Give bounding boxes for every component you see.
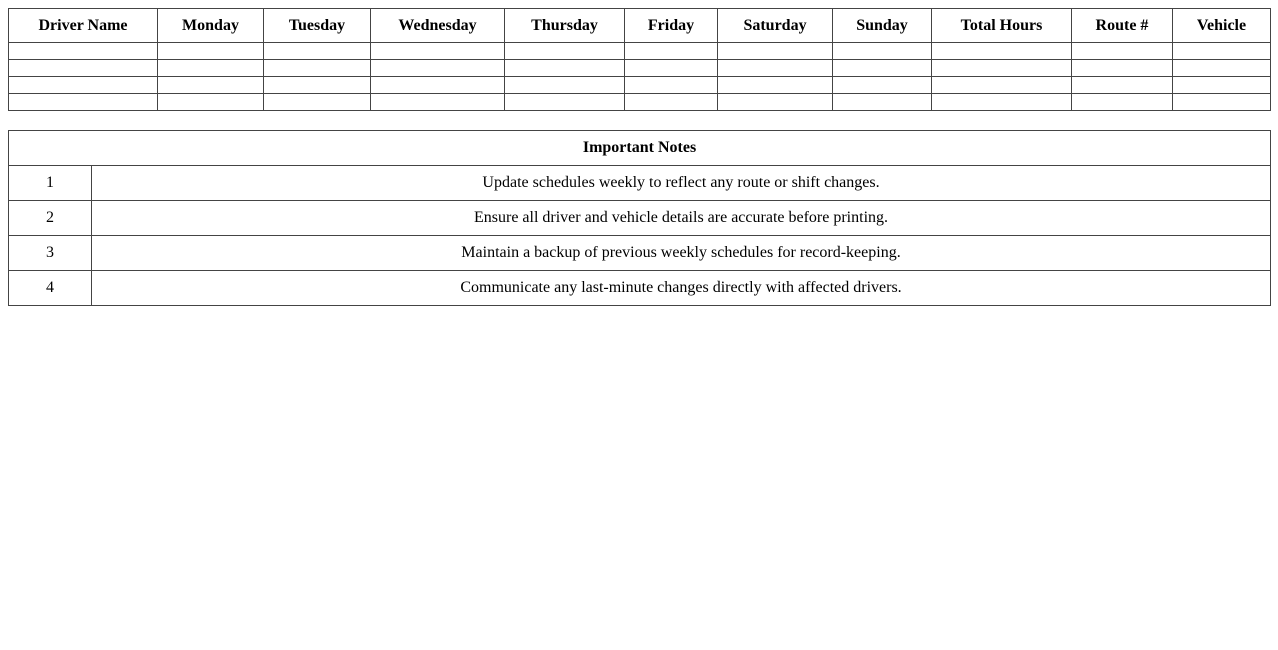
schedule-cell — [833, 43, 932, 60]
schedule-cell — [371, 60, 505, 77]
schedule-cell — [264, 94, 371, 111]
important-notes-table — [8, 130, 1271, 306]
schedule-cell — [833, 77, 932, 94]
schedule-body — [9, 43, 1271, 111]
schedule-cell — [1173, 60, 1271, 77]
schedule-row — [9, 94, 1271, 111]
schedule-cell — [505, 60, 625, 77]
header-wednesday: Wednesday — [371, 9, 505, 43]
notes-title: Important Notes — [9, 131, 1271, 166]
schedule-cell — [371, 77, 505, 94]
note-number: 1 — [9, 166, 92, 201]
schedule-cell — [9, 60, 158, 77]
header-tuesday: Tuesday — [264, 9, 371, 43]
notes-header-row — [9, 131, 1271, 166]
schedule-cell — [932, 77, 1072, 94]
header-thursday: Thursday — [505, 9, 625, 43]
note-text: Maintain a backup of previous weekly schedules for record-keeping. — [92, 236, 1271, 271]
schedule-cell — [505, 77, 625, 94]
schedule-cell — [1173, 43, 1271, 60]
note-number: 2 — [9, 201, 92, 236]
header-vehicle: Vehicle — [1173, 9, 1271, 43]
schedule-cell — [371, 94, 505, 111]
header-sunday: Sunday — [833, 9, 932, 43]
header-friday: Friday — [625, 9, 718, 43]
schedule-cell — [1072, 77, 1173, 94]
schedule-row — [9, 43, 1271, 60]
schedule-cell — [1072, 94, 1173, 111]
schedule-cell — [1173, 77, 1271, 94]
header-monday: Monday — [158, 9, 264, 43]
schedule-cell — [625, 94, 718, 111]
note-text: Update schedules weekly to reflect any route or shift changes. — [92, 166, 1271, 201]
schedule-cell — [625, 43, 718, 60]
schedule-cell — [1072, 43, 1173, 60]
schedule-cell — [932, 43, 1072, 60]
schedule-cell — [718, 94, 833, 111]
note-text: Communicate any last-minute changes directly with affected drivers. — [92, 271, 1271, 306]
schedule-cell — [264, 77, 371, 94]
header-saturday: Saturday — [718, 9, 833, 43]
note-row — [9, 166, 1271, 201]
schedule-cell — [932, 60, 1072, 77]
schedule-row — [9, 77, 1271, 94]
schedule-cell — [505, 94, 625, 111]
note-number: 4 — [9, 271, 92, 306]
schedule-cell — [158, 94, 264, 111]
schedule-cell — [1173, 94, 1271, 111]
schedule-row — [9, 60, 1271, 77]
schedule-cell — [932, 94, 1072, 111]
schedule-cell — [505, 43, 625, 60]
schedule-cell — [371, 43, 505, 60]
note-number: 3 — [9, 236, 92, 271]
note-row — [9, 201, 1271, 236]
schedule-cell — [718, 43, 833, 60]
note-row — [9, 236, 1271, 271]
schedule-cell — [625, 60, 718, 77]
schedule-cell — [264, 60, 371, 77]
schedule-cell — [625, 77, 718, 94]
schedule-cell — [158, 77, 264, 94]
schedule-header-row — [9, 9, 1271, 43]
schedule-cell — [9, 94, 158, 111]
schedule-cell — [158, 43, 264, 60]
header-route-number: Route # — [1072, 9, 1173, 43]
header-total-hours: Total Hours — [932, 9, 1072, 43]
note-text: Ensure all driver and vehicle details are accurate before printing. — [92, 201, 1271, 236]
schedule-cell — [833, 94, 932, 111]
schedule-cell — [718, 77, 833, 94]
schedule-cell — [9, 43, 158, 60]
schedule-cell — [158, 60, 264, 77]
schedule-cell — [9, 77, 158, 94]
schedule-cell — [833, 60, 932, 77]
header-driver-name: Driver Name — [9, 9, 158, 43]
schedule-cell — [1072, 60, 1173, 77]
driver-schedule-table — [8, 8, 1271, 111]
schedule-cell — [718, 60, 833, 77]
schedule-cell — [264, 43, 371, 60]
note-row — [9, 271, 1271, 306]
